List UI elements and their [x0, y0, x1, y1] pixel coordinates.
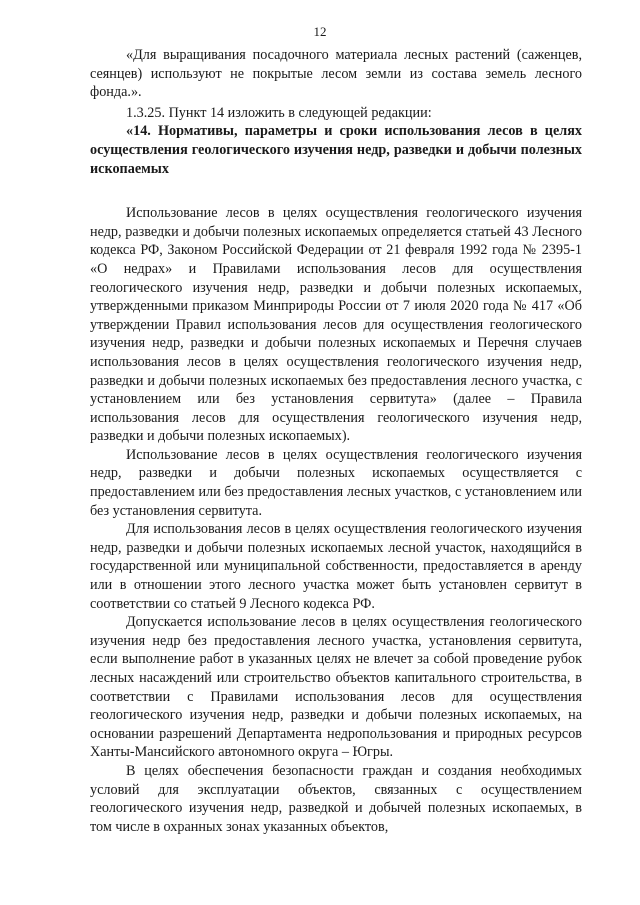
- quote-continuation: «Для выращивания посадочного материала лесных растений (саженцев, сеянцев) используют не покрытые лесом земли из состава земель лесного фонда.».: [90, 47, 582, 101]
- paragraph-no-plot-permission: Допускается использование лесов в целях осуществления геологического изучения недр без предоставления лесного участка, установления сервитута, если выполнение работ в указанных целях не влечет за собой проведение рубок лесных насаждений или строительство объектов капитального строительства, в соответствии с Правилами использования лесов для осуществления геологического изучения недр, разведки и добычи полезных ископаемых, на основании разрешений Департамента недропользования и природных ресурсов Ханты-Мансийского автономного округа – Югры.: [90, 614, 582, 761]
- page-number: 12: [313, 24, 327, 39]
- document-body: [90, 46, 582, 836]
- section-heading: «14. Нормативы, параметры и сроки использования лесов в целях осуществления геологического изучения недр, разведки и добычи полезных ископаемых: [90, 123, 582, 177]
- paragraph-lease-servitude: Для использования лесов в целях осуществления геологического изучения недр, разведки и добычи полезных ископаемых лесной участок, находящийся в государственной или муниципальной собственности, предоставляется в аренду или в отношении этого лесного участка может быть установлен сервитут в соответствии со статьей 9 Лесного кодекса РФ.: [90, 521, 582, 612]
- paragraph-safety-conditions: В целях обеспечения безопасности граждан и создания необходимых условий для эксплуатации объектов, связанных с осуществлением геологического изучения недр, разведкой и добычей полезных ископаемых, в том числе в охранных зонах указанных объектов,: [90, 762, 582, 835]
- paragraph-usage-modes: Использование лесов в целях осуществления геологического изучения недр, разведки и добычи полезных ископаемых осуществляется с предоставлением или без предоставления лесных участков, с установлением или без установления сервитута.: [90, 446, 582, 519]
- paragraph-legal-basis: Использование лесов в целях осуществления геологического изучения недр, разведки и добычи полезных ископаемых определяется статьей 43 Лесного кодекса РФ, Законом Российской Федерации от 21 февраля 1992 года № 2395-1 «О недрах» и Правилами использования лесов для осуществления геологического изучения недр, разведки и добычи полезных ископаемых, утвержденными приказом Минприроды России от 7 июля 2020 года № 417 «Об утверждении Правил использования лесов для осуществления геологического изучения недр, разведки и добычи полезных ископаемых и Перечня случаев использования лесов в целях осуществления геологического изучения недр, разведки и добычи полезных ископаемых без предоставления лесного участка, с установлением или без установления сервитута» (далее – Правила использования лесов для осуществления геологического изучения недр, разведки и добычи полезных ископаемых).: [90, 205, 582, 445]
- item-1-3-25: 1.3.25. Пункт 14 изложить в следующей редакции:: [126, 104, 432, 121]
